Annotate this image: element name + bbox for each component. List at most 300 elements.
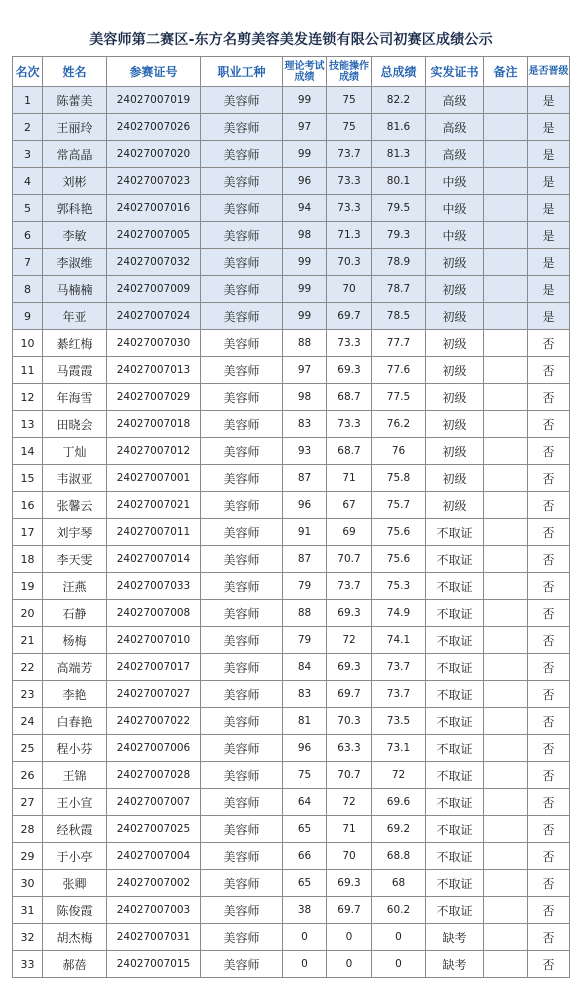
theory-score-cell: 83 [283,681,327,708]
total-score-cell: 75.6 [372,519,426,546]
skill-score-cell: 70.3 [327,249,372,276]
id-cell: 24027007031 [107,924,201,951]
table-row [13,330,570,357]
skill-score-cell: 72 [327,627,372,654]
note-cell [484,735,528,762]
rank-cell: 11 [13,357,43,384]
theory-score-cell: 87 [283,546,327,573]
skill-score-cell: 71 [327,816,372,843]
certificate-cell: 不取证 [426,762,484,789]
rank-cell: 32 [13,924,43,951]
id-cell: 24027007012 [107,438,201,465]
total-score-cell: 73.7 [372,654,426,681]
certificate-cell: 不取证 [426,789,484,816]
skill-score-cell: 0 [327,951,372,978]
theory-score-cell: 97 [283,357,327,384]
rank-cell: 21 [13,627,43,654]
total-score-cell: 81.6 [372,114,426,141]
total-score-cell: 73.5 [372,708,426,735]
table-row [13,897,570,924]
total-score-cell: 68.8 [372,843,426,870]
skill-score-cell: 73.7 [327,573,372,600]
skill-score-cell: 73.3 [327,168,372,195]
note-cell [484,357,528,384]
id-cell: 24027007016 [107,195,201,222]
job-cell: 美容师 [201,492,283,519]
header-total: 总成绩 [372,57,426,87]
total-score-cell: 78.5 [372,303,426,330]
theory-score-cell: 98 [283,384,327,411]
theory-score-cell: 99 [283,276,327,303]
note-cell [484,627,528,654]
id-cell: 24027007019 [107,87,201,114]
total-score-cell: 78.7 [372,276,426,303]
note-cell [484,519,528,546]
id-cell: 24027007014 [107,546,201,573]
note-cell [484,600,528,627]
header-theory: 理论考试成绩 [283,57,327,87]
promoted-cell: 是 [528,114,570,141]
skill-score-cell: 0 [327,924,372,951]
total-score-cell: 75.3 [372,573,426,600]
theory-score-cell: 65 [283,870,327,897]
skill-score-cell: 70.3 [327,708,372,735]
total-score-cell: 69.6 [372,789,426,816]
job-cell: 美容师 [201,762,283,789]
id-cell: 24027007027 [107,681,201,708]
total-score-cell: 68 [372,870,426,897]
certificate-cell: 初级 [426,411,484,438]
rank-cell: 13 [13,411,43,438]
total-score-cell: 77.5 [372,384,426,411]
promoted-cell: 否 [528,357,570,384]
table-row [13,951,570,978]
job-cell: 美容师 [201,465,283,492]
name-cell: 马霞霞 [43,357,107,384]
skill-score-cell: 69.7 [327,303,372,330]
table-row [13,546,570,573]
note-cell [484,303,528,330]
total-score-cell: 76 [372,438,426,465]
id-cell: 24027007022 [107,708,201,735]
table-row [13,654,570,681]
table-row [13,708,570,735]
table-row [13,87,570,114]
skill-score-cell: 70.7 [327,546,372,573]
total-score-cell: 60.2 [372,897,426,924]
certificate-cell: 高级 [426,87,484,114]
table-row [13,114,570,141]
rank-cell: 26 [13,762,43,789]
job-cell: 美容师 [201,222,283,249]
theory-score-cell: 91 [283,519,327,546]
note-cell [484,438,528,465]
note-cell [484,330,528,357]
rank-cell: 18 [13,546,43,573]
certificate-cell: 初级 [426,303,484,330]
job-cell: 美容师 [201,330,283,357]
certificate-cell: 高级 [426,114,484,141]
theory-score-cell: 99 [283,303,327,330]
table-row [13,843,570,870]
certificate-cell: 初级 [426,276,484,303]
skill-score-cell: 69.7 [327,681,372,708]
rank-cell: 12 [13,384,43,411]
rank-cell: 27 [13,789,43,816]
total-score-cell: 79.5 [372,195,426,222]
note-cell [484,276,528,303]
skill-score-cell: 73.3 [327,330,372,357]
promoted-cell: 否 [528,627,570,654]
rank-cell: 17 [13,519,43,546]
skill-score-cell: 70 [327,843,372,870]
rank-cell: 28 [13,816,43,843]
theory-score-cell: 96 [283,735,327,762]
name-cell: 李淑维 [43,249,107,276]
table-row [13,411,570,438]
table-row [13,195,570,222]
rank-cell: 33 [13,951,43,978]
skill-score-cell: 70.7 [327,762,372,789]
header-job: 职业工种 [201,57,283,87]
rank-cell: 7 [13,249,43,276]
table-row [13,438,570,465]
table-row [13,519,570,546]
certificate-cell: 初级 [426,438,484,465]
promoted-cell: 否 [528,735,570,762]
table-row [13,924,570,951]
promoted-cell: 否 [528,708,570,735]
id-cell: 24027007030 [107,330,201,357]
name-cell: 常高晶 [43,141,107,168]
header-skill: 技能操作成绩 [327,57,372,87]
note-cell [484,168,528,195]
certificate-cell: 不取证 [426,573,484,600]
job-cell: 美容师 [201,870,283,897]
promoted-cell: 否 [528,600,570,627]
skill-score-cell: 69.3 [327,600,372,627]
id-cell: 24027007018 [107,411,201,438]
total-score-cell: 77.6 [372,357,426,384]
table-row [13,600,570,627]
promoted-cell: 是 [528,222,570,249]
total-score-cell: 74.9 [372,600,426,627]
skill-score-cell: 75 [327,87,372,114]
theory-score-cell: 83 [283,411,327,438]
promoted-cell: 否 [528,897,570,924]
skill-score-cell: 72 [327,789,372,816]
note-cell [484,465,528,492]
table-row [13,384,570,411]
theory-score-cell: 65 [283,816,327,843]
id-cell: 24027007020 [107,141,201,168]
job-cell: 美容师 [201,708,283,735]
theory-score-cell: 88 [283,330,327,357]
note-cell [484,141,528,168]
header-name: 姓名 [43,57,107,87]
job-cell: 美容师 [201,519,283,546]
note-cell [484,789,528,816]
id-cell: 24027007029 [107,384,201,411]
table-header [13,57,570,87]
promoted-cell: 否 [528,816,570,843]
rank-cell: 15 [13,465,43,492]
page-title: 美容师第二赛区-东方名剪美容美发连锁有限公司初赛区成绩公示 [89,32,493,48]
theory-score-cell: 98 [283,222,327,249]
name-cell: 李天雯 [43,546,107,573]
rank-cell: 1 [13,87,43,114]
promoted-cell: 否 [528,924,570,951]
total-score-cell: 77.7 [372,330,426,357]
certificate-cell: 初级 [426,249,484,276]
name-cell: 丁灿 [43,438,107,465]
header-note: 备注 [484,57,528,87]
promoted-cell: 否 [528,654,570,681]
promoted-cell: 是 [528,276,570,303]
note-cell [484,924,528,951]
note-cell [484,708,528,735]
theory-score-cell: 93 [283,438,327,465]
skill-score-cell: 69.3 [327,357,372,384]
name-cell: 王丽玲 [43,114,107,141]
note-cell [484,222,528,249]
rank-cell: 14 [13,438,43,465]
certificate-cell: 初级 [426,357,484,384]
certificate-cell: 不取证 [426,897,484,924]
rank-cell: 20 [13,600,43,627]
certificate-cell: 高级 [426,141,484,168]
table-row [13,492,570,519]
total-score-cell: 0 [372,924,426,951]
name-cell: 王锦 [43,762,107,789]
certificate-cell: 缺考 [426,924,484,951]
theory-score-cell: 84 [283,654,327,681]
id-cell: 24027007001 [107,465,201,492]
job-cell: 美容师 [201,438,283,465]
name-cell: 年海雪 [43,384,107,411]
job-cell: 美容师 [201,303,283,330]
theory-score-cell: 81 [283,708,327,735]
id-cell: 24027007006 [107,735,201,762]
table-row [13,789,570,816]
table-row [13,168,570,195]
promoted-cell: 否 [528,843,570,870]
name-cell: 郝蓓 [43,951,107,978]
name-cell: 程小芬 [43,735,107,762]
skill-score-cell: 69.3 [327,654,372,681]
promoted-cell: 是 [528,87,570,114]
total-score-cell: 75.7 [372,492,426,519]
id-cell: 24027007013 [107,357,201,384]
rank-cell: 24 [13,708,43,735]
table-body [13,87,570,978]
theory-score-cell: 0 [283,951,327,978]
header-rank: 名次 [13,57,43,87]
certificate-cell: 初级 [426,492,484,519]
name-cell: 于小亭 [43,843,107,870]
total-score-cell: 72 [372,762,426,789]
skill-score-cell: 73.7 [327,141,372,168]
name-cell: 张馨云 [43,492,107,519]
promoted-cell: 是 [528,303,570,330]
rank-cell: 25 [13,735,43,762]
name-cell: 田晓会 [43,411,107,438]
note-cell [484,681,528,708]
name-cell: 高端芳 [43,654,107,681]
note-cell [484,249,528,276]
rank-cell: 4 [13,168,43,195]
certificate-cell: 不取证 [426,546,484,573]
rank-cell: 6 [13,222,43,249]
theory-score-cell: 94 [283,195,327,222]
total-score-cell: 74.1 [372,627,426,654]
certificate-cell: 不取证 [426,627,484,654]
job-cell: 美容师 [201,384,283,411]
job-cell: 美容师 [201,573,283,600]
theory-score-cell: 96 [283,168,327,195]
name-cell: 张卿 [43,870,107,897]
name-cell: 汪燕 [43,573,107,600]
header-id: 参赛证号 [107,57,201,87]
theory-score-cell: 96 [283,492,327,519]
promoted-cell: 否 [528,384,570,411]
promoted-cell: 是 [528,195,570,222]
promoted-cell: 是 [528,249,570,276]
rank-cell: 10 [13,330,43,357]
table-row [13,249,570,276]
job-cell: 美容师 [201,897,283,924]
skill-score-cell: 68.7 [327,438,372,465]
total-score-cell: 75.6 [372,546,426,573]
name-cell: 胡杰梅 [43,924,107,951]
job-cell: 美容师 [201,195,283,222]
note-cell [484,816,528,843]
id-cell: 24027007009 [107,276,201,303]
id-cell: 24027007007 [107,789,201,816]
total-score-cell: 69.2 [372,816,426,843]
total-score-cell: 0 [372,951,426,978]
promoted-cell: 否 [528,330,570,357]
note-cell [484,762,528,789]
table-row [13,222,570,249]
skill-score-cell: 69 [327,519,372,546]
job-cell: 美容师 [201,249,283,276]
job-cell: 美容师 [201,735,283,762]
rank-cell: 8 [13,276,43,303]
theory-score-cell: 99 [283,87,327,114]
job-cell: 美容师 [201,168,283,195]
rank-cell: 3 [13,141,43,168]
job-cell: 美容师 [201,411,283,438]
theory-score-cell: 64 [283,789,327,816]
note-cell [484,492,528,519]
job-cell: 美容师 [201,141,283,168]
theory-score-cell: 75 [283,762,327,789]
skill-score-cell: 69.3 [327,870,372,897]
id-cell: 24027007024 [107,303,201,330]
table-row [13,276,570,303]
id-cell: 24027007015 [107,951,201,978]
note-cell [484,546,528,573]
promoted-cell: 否 [528,789,570,816]
name-cell: 李敏 [43,222,107,249]
note-cell [484,573,528,600]
note-cell [484,114,528,141]
certificate-cell: 不取证 [426,735,484,762]
name-cell: 綦红梅 [43,330,107,357]
promoted-cell: 否 [528,573,570,600]
job-cell: 美容师 [201,546,283,573]
theory-score-cell: 87 [283,465,327,492]
note-cell [484,195,528,222]
job-cell: 美容师 [201,600,283,627]
job-cell: 美容师 [201,843,283,870]
header-cert: 实发证书 [426,57,484,87]
table-row [13,357,570,384]
total-score-cell: 73.7 [372,681,426,708]
promoted-cell: 否 [528,681,570,708]
table-row [13,627,570,654]
skill-score-cell: 71.3 [327,222,372,249]
job-cell: 美容师 [201,357,283,384]
name-cell: 经秋霞 [43,816,107,843]
theory-score-cell: 99 [283,141,327,168]
job-cell: 美容师 [201,816,283,843]
name-cell: 刘宇琴 [43,519,107,546]
job-cell: 美容师 [201,114,283,141]
skill-score-cell: 67 [327,492,372,519]
total-score-cell: 75.8 [372,465,426,492]
total-score-cell: 82.2 [372,87,426,114]
name-cell: 王小宣 [43,789,107,816]
table-row [13,870,570,897]
rank-cell: 30 [13,870,43,897]
note-cell [484,843,528,870]
promoted-cell: 是 [528,141,570,168]
name-cell: 李艳 [43,681,107,708]
job-cell: 美容师 [201,654,283,681]
certificate-cell: 不取证 [426,870,484,897]
note-cell [484,654,528,681]
promoted-cell: 否 [528,546,570,573]
total-score-cell: 79.3 [372,222,426,249]
skill-score-cell: 73.3 [327,411,372,438]
theory-score-cell: 88 [283,600,327,627]
table-row [13,465,570,492]
table-row [13,303,570,330]
table-row [13,681,570,708]
skill-score-cell: 71 [327,465,372,492]
name-cell: 白春艳 [43,708,107,735]
skill-score-cell: 73.3 [327,195,372,222]
certificate-cell: 不取证 [426,816,484,843]
certificate-cell: 中级 [426,168,484,195]
note-cell [484,411,528,438]
results-table [12,56,570,978]
table-row [13,816,570,843]
certificate-cell: 不取证 [426,654,484,681]
total-score-cell: 76.2 [372,411,426,438]
id-cell: 24027007005 [107,222,201,249]
certificate-cell: 中级 [426,222,484,249]
id-cell: 24027007002 [107,870,201,897]
promoted-cell: 否 [528,519,570,546]
certificate-cell: 不取证 [426,519,484,546]
job-cell: 美容师 [201,681,283,708]
id-cell: 24027007023 [107,168,201,195]
rank-cell: 22 [13,654,43,681]
total-score-cell: 80.1 [372,168,426,195]
